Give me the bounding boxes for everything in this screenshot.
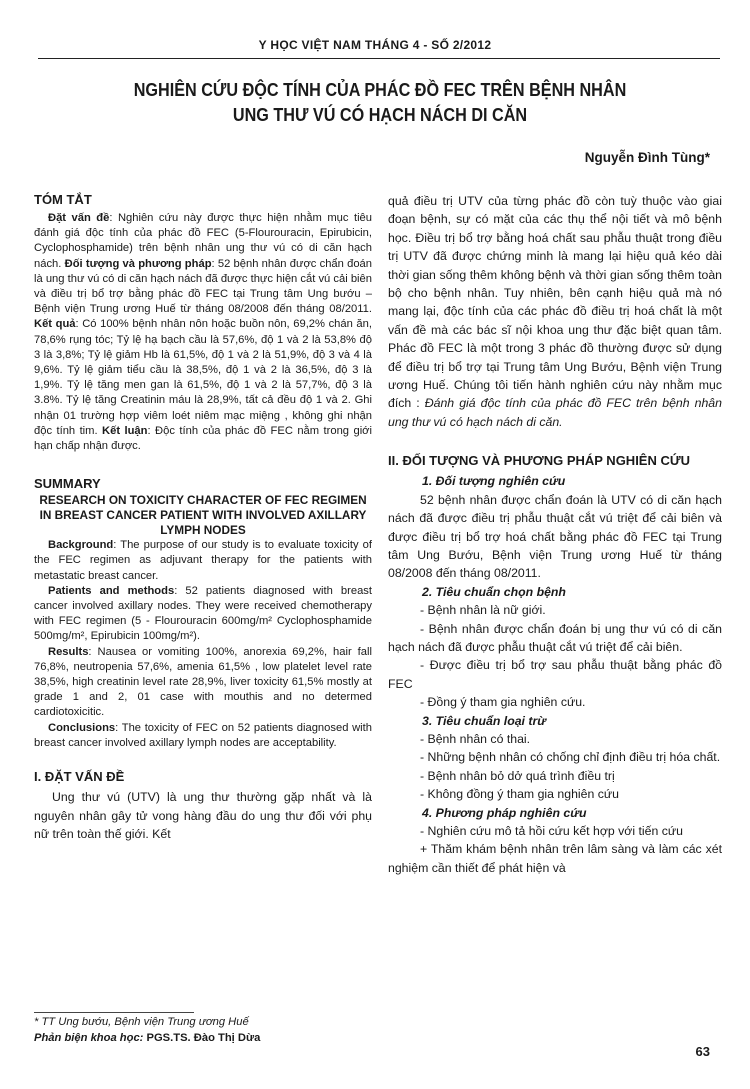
s2-item-3: - Được điều trị bổ trợ sau phẫu thuật bằng phác đồ FEC xyxy=(388,658,722,691)
text-doi-tuong: : 52 bệnh nhân được chẩn đoán là ung thư vú có di căn hạch nách đã được thực hiện cắt vú cải biên và điều trị bổ trợ bằng phác đồ FEC tại Trung tâm Ung bướu – Bệnh viện Trung ương Huế từ tháng 08/2008 đến tháng 08/2011. xyxy=(34,257,372,316)
s3-item-3: - Bệnh nhân bỏ dở quá trình điều trị xyxy=(420,768,615,783)
s4-item-2: + Thăm khám bệnh nhân trên lâm sàng và làm các xét nghiệm cần thiết để phát hiện và xyxy=(388,842,722,875)
summary-conclusions xyxy=(34,721,372,751)
journal-header: Y HỌC VIỆT NAM THÁNG 4 - SỐ 2/2012 xyxy=(258,38,492,52)
s2-item-4: - Đồng ý tham gia nghiên cứu. xyxy=(420,695,586,710)
title-line-2: UNG THƯ VÚ CÓ HẠCH NÁCH DI CĂN xyxy=(232,105,528,125)
subsection-4: 4. Phương pháp nghiên cứu xyxy=(422,805,587,820)
intro-heading: I. ĐẶT VẤN ĐỀ xyxy=(34,769,125,785)
summary-title: RESEARCH ON TOXICITY CHARACTER OF FEC REGIMEN IN BREAST CANCER PATIENT WITH INVOLVED AXILLARY LYMPH NODES xyxy=(39,493,367,538)
footnote-rule xyxy=(34,1012,194,1013)
footnote-reviewer xyxy=(34,1032,260,1044)
text-dat-van-de: : Nghiên cứu này được thực hiện nhằm mục tiêu đánh giá độc tính của phác đồ FEC (5-Flourouracin, Epirubicin, Cyclophosphamide) trên bệnh nhân ung thư vú có di căn hạch nách. xyxy=(34,212,372,270)
subsection-2: 2. Tiêu chuẩn chọn bệnh xyxy=(422,584,566,599)
text-ket-qua: : Có 100% bệnh nhân nôn hoặc buồn nôn, 69,2% chán ăn, 78,6% rụng tóc; Tỷ lệ hạ bạch cầu là 57,6%, độ 1 và 2 là 53,8% độ 3 là 3,8%; Tỷ lệ giảm Hb là 61,5%, độ 1 và 2 là 51,9%, độ 3 và 4 là 9,6%. Tỷ lệ giảm tiểu cầu là 38,5%, độ 1 và 2 là 36,5%, độ 3 là 1,9%. Tỷ lệ tăng men gan là 61,5%, độ 1 và 2 là 57,7%, độ 3 là 3.8%. Tỷ lệ tăng Creatinin máu là 28,9%, tất cả đều độ 1 và 2. Ghi nhận 01 trường hợp viêm loét niêm mạc miệng , không ghi nhận độc tính tim. xyxy=(34,318,372,437)
intro-para-cont xyxy=(388,192,722,431)
subsection-1-text: 52 bệnh nhân được chẩn đoán là UTV có di căn hạch nách đã được điều trị phẫu thuật cắt vú triệt để cải biên và được điều trị bổ trợ hoá chất bằng phác đồ FEC tại Trung tâm Ung Bướu, Bệnh viện Trung ương Huế từ tháng 08/2008 đến tháng 08/2011. xyxy=(388,492,722,581)
s3-item-4: - Không đồng ý tham gia nghiên cứu xyxy=(420,787,619,802)
left-column xyxy=(34,192,372,843)
reviewer-name: PGS.TS. Đào Thị Dừa xyxy=(146,1032,261,1044)
label-ket-luan: Kết luận xyxy=(102,424,148,437)
label-methods: Patients and methods xyxy=(48,584,175,597)
summary-methods xyxy=(34,584,372,645)
abstract-para-1 xyxy=(34,211,372,454)
label-dat-van-de: Đặt vấn đề xyxy=(48,212,110,224)
header-rule xyxy=(38,58,720,59)
text-background: : The purpose of our study is to evaluate toxicity of the FEC regimen as adjuvant therapy for the patients with metastatic breast cancer. xyxy=(34,539,372,582)
intro-para-start: Ung thư vú (UTV) là ung thư thường gặp nhất và là nguyên nhân gây tử vong hàng đầu do ung thư đối với phụ nữ trên toàn thế giới. Kết xyxy=(34,790,372,841)
label-ket-qua: Kết quả xyxy=(34,318,76,331)
page-number: 63 xyxy=(695,1044,710,1059)
label-doi-tuong: Đối tượng và phương pháp xyxy=(64,257,212,270)
s2-item-2: - Bệnh nhân được chẩn đoán bị ung thư vú có di căn hạch nách đã được phẫu thuật cắt vú triệt để cải biên. xyxy=(388,621,722,654)
label-background: Background xyxy=(48,539,114,552)
summary-background xyxy=(34,538,372,584)
text-ket-luan: : Độc tính của phác đồ FEC nằm trong giới hạn chấp nhận được. xyxy=(34,424,372,453)
title-line-1: NGHIÊN CỨU ĐỘC TÍNH CỦA PHÁC ĐỒ FEC TRÊN BỆNH NHÂN xyxy=(133,80,627,100)
s4-item-1: - Nghiên cứu mô tả hồi cứu kết hợp với tiến cứu xyxy=(420,824,683,838)
s3-item-2: - Những bệnh nhân có chống chỉ định điều trị hóa chất. xyxy=(420,750,721,765)
article-title xyxy=(92,78,668,128)
label-conclusions: Conclusions xyxy=(48,721,116,734)
summary-results xyxy=(34,645,372,721)
footnote-affiliation: * TT Ung bướu, Bệnh viện Trung ương Huế xyxy=(34,1016,249,1028)
text-methods: : 52 patients diagnosed with breast cancer involved axillary nodes. They were received chemotherapy with FEC regimen (5 - Flourouracin 600mg/m² Cyclophosphamide 500mg/m², Epirubicin 100mg/m²). xyxy=(34,584,372,643)
s3-item-1: - Bệnh nhân có thai. xyxy=(420,731,531,746)
subsection-3: 3. Tiêu chuẩn loại trừ xyxy=(422,713,547,728)
s2-item-1: - Bệnh nhân là nữ giới. xyxy=(420,603,546,618)
label-results: Results xyxy=(48,645,89,658)
intro-cont-text: quả điều trị UTV của từng phác đồ còn tuỳ thuộc vào giai đoạn bệnh, sự có mặt của các thụ thể nội tiết và mô bệnh học. Điều trị bổ trợ bằng hoá chất sau phẫu thuật trong điều trị UTV đã được chứng minh là mang lại hiệu quả kéo dài thời gian sống thêm không bệnh và thời gian sống thêm toàn bộ cho bệnh nhân. Tuy nhiên, bên cạnh hiệu quả mà nó mang lại, độc tính của các phác đồ điều trị hoá chất là một vấn đề mà các bác sĩ nội khoa ung thư đặc biệt quan tâm. Phác đồ FEC là một trong 3 phác đồ thường được sử dụng để điều trị bổ trợ tại Trung tâm Ung Bướu, Bệnh viện Trung ương Huế. Chúng tôi tiến hành nghiên cứu này nhằm mục đích : xyxy=(388,194,722,411)
intro-aim: Đánh giá độc tính của phác đồ FEC trên bệnh nhân ung thư vú có hạch nách di căn. xyxy=(388,396,722,429)
subsection-1: 1. Đối tượng nghiên cứu xyxy=(422,474,566,489)
author: Nguyễn Đình Tùng* xyxy=(584,150,710,165)
text-conclusions: : The toxicity of FEC on 52 patients diagnosed with breast cancer involved axillary lymph nodes are acceptability. xyxy=(34,721,372,749)
summary-heading: SUMMARY xyxy=(34,476,101,492)
text-results: : Nausea or vomiting 100%, anorexia 69,2%, hair fall 76,8%, neutropenia 57,6%, amenia 61,5% , low platelet level rate 38,5%, high creatinin level rate 28,9%, liver toxicity 61,5% mostly at grade 1 and 2, 01 case with mouthis and no determed cardiotoxicitic. xyxy=(34,645,372,719)
abstract-heading: TÓM TẮT xyxy=(34,192,92,207)
methods-heading: II. ĐỐI TƯỢNG VÀ PHƯƠNG PHÁP NGHIÊN CỨU xyxy=(388,453,691,469)
reviewer-label: Phản biện khoa học: xyxy=(34,1032,147,1044)
right-column xyxy=(388,192,722,877)
